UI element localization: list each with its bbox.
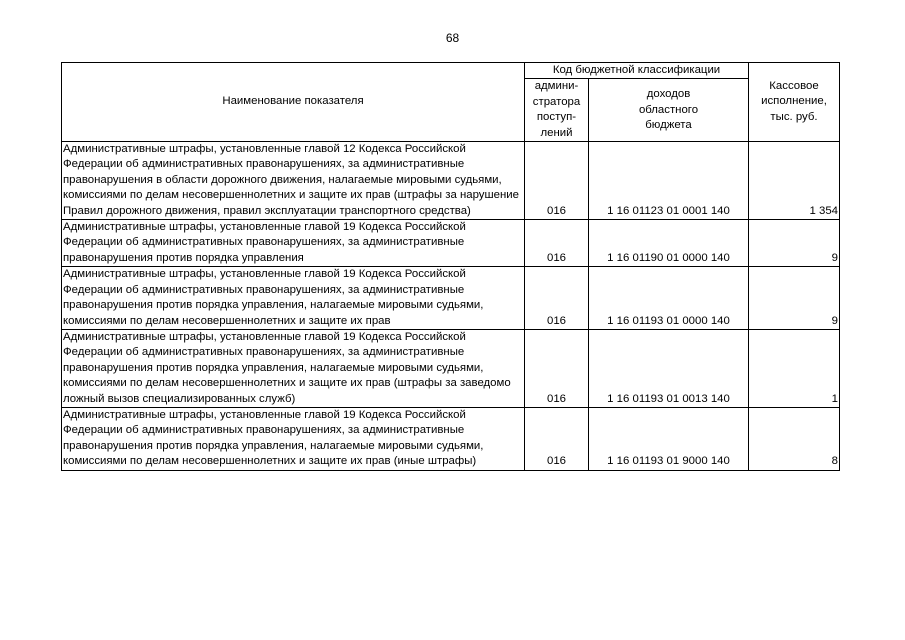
row-income-code: 1 16 01190 01 0000 140 <box>589 220 749 267</box>
table-row <box>62 407 840 470</box>
table-row <box>62 267 840 330</box>
row-admin-code: 016 <box>525 407 589 470</box>
header-regional-income-line: доходов <box>646 88 691 101</box>
header-regional-income-line: бюджета <box>645 118 692 131</box>
row-name: Административные штрафы, установленные главой 19 Кодекса Российской Федерации об административных правонарушениях, за административные правонарушения против порядка управления, налагаемые мировыми судьями, комиссиями по делам несовершеннолетних и защите их прав <box>62 267 525 330</box>
row-income-code: 1 16 01193 01 9000 140 <box>589 407 749 470</box>
budget-table <box>61 62 840 471</box>
page-number: 68 <box>445 31 460 45</box>
row-name: Административные штрафы, установленные главой 12 Кодекса Российской Федерации об административных правонарушениях, за административные правонарушения в области дорожного движения, налагаемые мировыми судьями, комиссиями по делам несовершеннолетних и защите их прав (штрафы за нарушение Правил дорожного движения, правил эксплуатации транспортного средства) <box>62 142 525 220</box>
row-income-code: 1 16 01193 01 0000 140 <box>589 267 749 330</box>
row-amount: 9 <box>749 220 840 267</box>
row-name: Административные штрафы, установленные главой 19 Кодекса Российской Федерации об административных правонарушениях, за административные правонарушения против порядка управления <box>62 220 525 267</box>
row-income-code: 1 16 01193 01 0013 140 <box>589 329 749 407</box>
row-name: Административные штрафы, установленные главой 19 Кодекса Российской Федерации об административных правонарушениях, за административные правонарушения против порядка управления, налагаемые мировыми судьями, комиссиями по делам несовершеннолетних и защите их прав (иные штрафы) <box>62 407 525 470</box>
header-cash-execution <box>749 63 840 142</box>
header-administrator <box>525 79 589 142</box>
row-amount: 1 354 <box>749 142 840 220</box>
header-administrator-line: лений <box>540 126 573 139</box>
header-cash-execution-line: тыс. руб. <box>770 110 818 123</box>
row-amount: 8 <box>749 407 840 470</box>
header-administrator-line: стратора <box>532 95 581 108</box>
header-administrator-line: поступ- <box>536 111 577 124</box>
header-classification-code: Код бюджетной классификации <box>525 63 749 79</box>
row-admin-code: 016 <box>525 142 589 220</box>
header-regional-income <box>589 79 749 142</box>
header-cash-execution-line: Кассовое <box>769 79 819 92</box>
table-row <box>62 142 840 220</box>
row-amount: 9 <box>749 267 840 330</box>
row-amount: 1 <box>749 329 840 407</box>
header-name-column: Наименование показателя <box>62 63 525 142</box>
row-name: Административные штрафы, установленные главой 19 Кодекса Российской Федерации об административных правонарушениях, за административные правонарушения против порядка управления, налагаемые мировыми судьями, комиссиями по делам несовершеннолетних и защите их прав (штрафы за заведомо ложный вызов специализированных служб) <box>62 329 525 407</box>
row-admin-code: 016 <box>525 329 589 407</box>
header-regional-income-line: областного <box>638 103 699 116</box>
row-income-code: 1 16 01123 01 0001 140 <box>589 142 749 220</box>
row-admin-code: 016 <box>525 267 589 330</box>
table-body <box>62 142 840 471</box>
header-cash-execution-line: исполнение, <box>761 95 827 108</box>
table-row <box>62 329 840 407</box>
row-admin-code: 016 <box>525 220 589 267</box>
table-row <box>62 220 840 267</box>
header-administrator-line: админи- <box>534 80 579 93</box>
table-header <box>62 63 840 142</box>
